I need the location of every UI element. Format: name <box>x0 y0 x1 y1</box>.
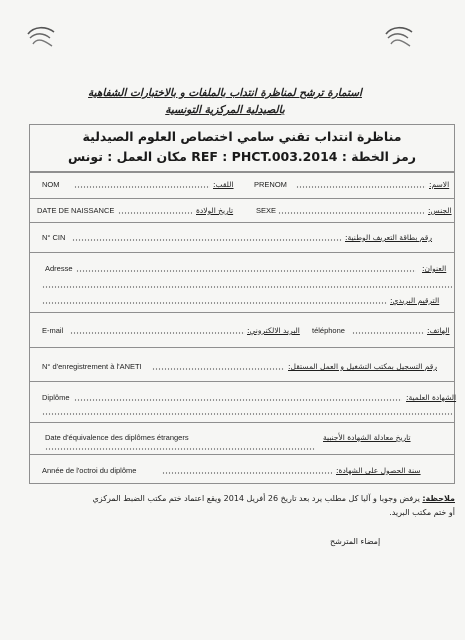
note-text-line-2: أو ختم مكتب البريد. <box>389 508 455 517</box>
telephone-label-ar: الهاتف: <box>427 326 450 335</box>
row-divider <box>29 454 455 455</box>
postal-code-field[interactable] <box>42 302 387 304</box>
diplome-label: Diplôme <box>42 393 70 402</box>
cin-label-ar: رقم بطاقة التعريف الوطنية: <box>345 233 433 242</box>
email-field[interactable] <box>70 332 245 334</box>
annee-label-ar: سنة الحصول على الشهادة: <box>336 466 421 475</box>
dob-field[interactable] <box>118 212 192 214</box>
row-divider <box>29 222 455 223</box>
row-divider <box>29 252 455 253</box>
candidate-signature-label: إمضاء المترشح <box>330 537 381 546</box>
diplome-field-line-2[interactable] <box>42 413 452 415</box>
form-header-line-1: استمارة ترشح لمناظرة انتداب بالملفات و بالاختبارات الشفاهية <box>88 87 362 99</box>
diplome-label-ar: الشهادة العلمية: <box>406 393 457 402</box>
prenom-field[interactable] <box>296 186 426 188</box>
sexe-field[interactable] <box>278 212 424 214</box>
nom-label: NOM <box>42 180 60 189</box>
email-label: E-mail <box>42 326 64 335</box>
competition-title-box <box>29 124 455 172</box>
equivalence-field[interactable] <box>45 448 315 450</box>
competition-reference: رمز الخطة : REF : PHCT.003.2014 مكان العمل : تونس <box>68 149 416 164</box>
competition-title: مناظرة انتداب تقني سامي اختصاص العلوم الصيدلية <box>82 129 402 144</box>
note-text: يرفض وجوبا و آليا كل مطلب يرد بعد تاريخ 26 أفريل 2014 ويقع اعتماد ختم مكتب الضبط المركزي <box>92 494 420 503</box>
sexe-label-ar: الجنس: <box>428 206 452 215</box>
pct-logo-icon <box>382 24 416 50</box>
row-divider <box>29 381 455 382</box>
sexe-label: SEXE <box>256 206 277 215</box>
cin-field[interactable] <box>72 239 342 241</box>
equivalence-label-ar: تاريخ معادلة الشهادة الأجنبية <box>323 433 411 442</box>
prenom-label: PRENOM <box>254 180 287 189</box>
row-divider <box>29 347 455 348</box>
aneti-field[interactable] <box>152 368 284 370</box>
email-label-ar: البريد الالكتروني: <box>247 326 300 335</box>
adresse-label-ar: العنوان: <box>422 264 447 273</box>
row-divider <box>29 422 455 423</box>
note-label: ملاحظة: <box>422 494 455 503</box>
postal-code-label-ar: الترقيم البريدي: <box>390 296 440 305</box>
cin-label: N° CIN <box>42 233 66 242</box>
annee-field[interactable] <box>162 472 332 474</box>
aneti-label: N° d'enregistrement à l'ANETI <box>42 362 142 371</box>
prenom-label-ar: الاسم: <box>429 180 450 189</box>
nom-label-ar: اللقب: <box>213 180 234 189</box>
dob-label: DATE DE NAISSANCE <box>37 206 115 215</box>
annee-label: Année de l'octroi du diplôme <box>42 466 137 475</box>
row-divider <box>29 198 455 199</box>
pct-logo-icon <box>24 24 58 50</box>
aneti-label-ar: رقم التسجيل بمكتب التشغيل و العمل المستقل: <box>288 362 437 371</box>
equivalence-label: Date d'équivalence des diplômes étrangers <box>45 433 189 442</box>
telephone-label: téléphone <box>312 326 345 335</box>
diplome-field[interactable] <box>74 399 402 401</box>
telephone-field[interactable] <box>352 332 424 334</box>
deadline-note <box>55 492 455 520</box>
dob-label-ar: تاريخ الولادة <box>196 206 234 215</box>
adresse-field[interactable] <box>76 270 416 272</box>
row-divider <box>29 312 455 313</box>
adresse-label: Adresse <box>45 264 73 273</box>
form-header-line-2: بالصيدلية المركزية التونسية <box>165 104 285 116</box>
nom-field[interactable] <box>74 186 210 188</box>
adresse-field-line-2[interactable] <box>42 286 452 288</box>
